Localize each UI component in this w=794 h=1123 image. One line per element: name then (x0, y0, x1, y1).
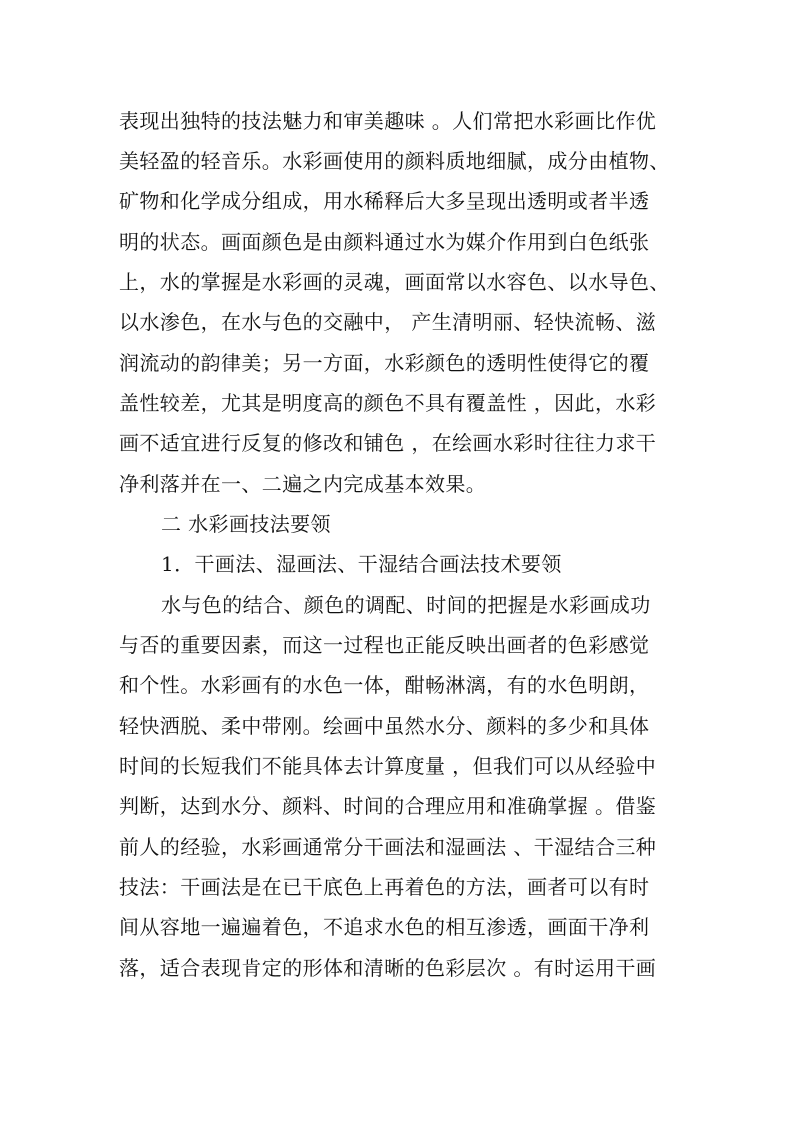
body-text-line: 矿物和化学成分组成，用水稀释后大多呈现出透明或者半透 (119, 189, 650, 213)
body-text-line: 盖性较差，尤其是明度高的颜色不具有覆盖性 ，因此，水彩 (119, 391, 657, 415)
subsection-heading: 1．干画法、湿画法、干湿结合画法技术要领 (161, 552, 562, 576)
body-text-line: 上，水的掌握是水彩画的灵魂，画面常以水容色、以水导色、 (119, 270, 670, 294)
body-text-line: 润流动的韵律美；另一方面，水彩颜色的透明性使得它的覆 (119, 351, 650, 375)
body-text-line: 净利落并在一、二遍之内完成基本效果。 (119, 472, 487, 496)
body-text-line: 表现出独特的技法魅力和审美趣味 。人们常把水彩画比作优 (119, 109, 657, 133)
body-text-line: 和个性。水彩画有的水色一体，酣畅淋漓，有的水色明朗， (119, 673, 650, 697)
body-text-line: 轻快洒脱、柔中带刚。绘画中虽然水分、颜料的多少和具体 (119, 714, 650, 738)
body-text-line: 以水渗色，在水与色的交融中， 产生清明丽、轻快流畅、滋 (119, 310, 657, 334)
body-text-line: 与否的重要因素，而这一过程也正能反映出画者的色彩感觉 (119, 633, 650, 657)
body-text-line: 明的状态。画面颜色是由颜料通过水为媒介作用到白色纸张 (119, 230, 650, 254)
body-text-line: 水与色的结合、颜色的调配、时间的把握是水彩画成功 (161, 593, 651, 617)
body-text-line: 美轻盈的轻音乐。水彩画使用的颜料质地细腻，成分由植物、 (119, 149, 670, 173)
body-text-line: 前人的经验，水彩画通常分干画法和湿画法 、干湿结合三种 (119, 835, 657, 859)
section-heading: 二 水彩画技法要领 (161, 512, 331, 536)
body-text-line: 判断，达到水分、颜料、时间的合理应用和准确掌握 。借鉴 (119, 794, 657, 818)
body-text-line: 时间的长短我们不能具体去计算度量 ，但我们可以从经验中 (119, 754, 657, 778)
body-text-line: 画不适宜进行反复的修改和铺色 ，在绘画水彩时往往力求干 (119, 431, 657, 455)
body-text-line: 间从容地一遍遍着色，不追求水色的相互渗透，画面干净利 (119, 915, 650, 939)
body-text-line: 技法：干画法是在已干底色上再着色的方法，画者可以有时 (119, 875, 650, 899)
body-text-line: 落，适合表现肯定的形体和清晰的色彩层次 。有时运用干画 (119, 956, 657, 980)
